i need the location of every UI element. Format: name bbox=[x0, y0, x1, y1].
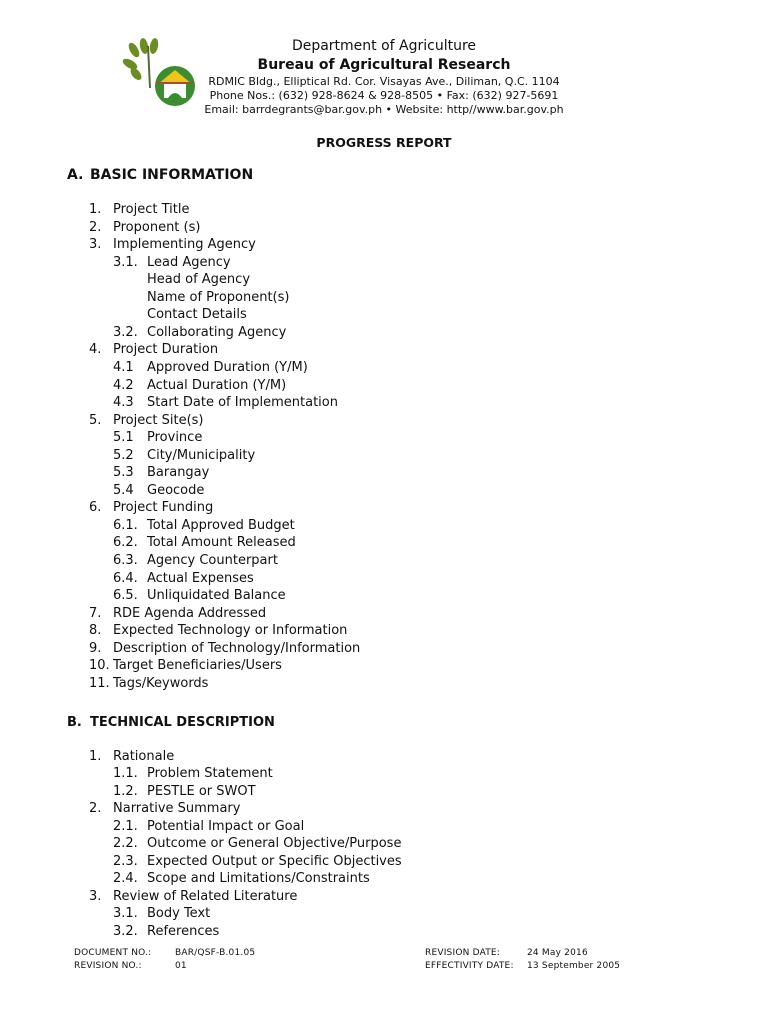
item-text: Unliquidated Balance bbox=[147, 588, 286, 604]
item-text: Project Funding bbox=[113, 500, 214, 516]
item-text: Lead Agency bbox=[147, 254, 231, 270]
item-text: Project Duration bbox=[113, 342, 219, 358]
item-number: 2. bbox=[89, 801, 102, 817]
section-a-title: BASIC INFORMATION bbox=[90, 167, 254, 183]
item-number: 2.4. bbox=[113, 871, 138, 887]
item-text: Actual Expenses bbox=[147, 570, 254, 586]
item-number: 5.1 bbox=[113, 430, 134, 446]
effectivity-date-label: EFFECTIVITY DATE: bbox=[425, 961, 514, 971]
item-text: Head of Agency bbox=[147, 272, 251, 288]
item-text: Start Date of Implementation bbox=[147, 395, 338, 411]
item-text: Review of Related Literature bbox=[113, 888, 298, 904]
item-number: 10. bbox=[89, 658, 110, 674]
item-text: Agency Counterpart bbox=[147, 553, 278, 568]
item-number: 9. bbox=[89, 640, 102, 656]
item-number: 2.2. bbox=[113, 836, 138, 852]
item-number: 3. bbox=[89, 237, 102, 253]
item-text: Target Beneficiaries/Users bbox=[113, 658, 282, 674]
document-title: PROGRESS REPORT bbox=[316, 135, 452, 150]
section-b-letter: B. bbox=[67, 715, 82, 730]
item-number: 2.1. bbox=[113, 818, 138, 834]
item-text: Name of Proponent(s) bbox=[147, 289, 290, 305]
item-text: RDE Agenda Addressed bbox=[113, 605, 267, 621]
item-text: PESTLE or SWOT bbox=[147, 783, 256, 799]
item-text: Approved Duration (Y/M) bbox=[147, 359, 308, 375]
effectivity-date-value: 13 September 2005 bbox=[527, 961, 621, 971]
item-text: Total Approved Budget bbox=[147, 517, 295, 533]
bureau-name: Bureau of Agricultural Research bbox=[257, 57, 511, 73]
item-number: 3.2. bbox=[113, 324, 138, 340]
item-text: Project Title bbox=[113, 202, 190, 217]
bureau-phone: Phone Nos.: (632) 928-8624 & 928-8505 • Fax: (632) 927-5691 bbox=[209, 89, 559, 102]
item-number: 2. bbox=[89, 219, 102, 235]
item-text: Actual Duration (Y/M) bbox=[147, 377, 287, 393]
item-number: 4.3 bbox=[113, 395, 134, 411]
item-number: 11. bbox=[89, 675, 110, 691]
item-text: Implementing Agency bbox=[113, 237, 256, 253]
item-text: Tags/Keywords bbox=[113, 675, 209, 691]
item-number: 6. bbox=[89, 500, 102, 516]
item-text: Geocode bbox=[147, 482, 205, 498]
item-text: Expected Technology or Information bbox=[113, 623, 348, 639]
item-text: Outcome or General Objective/Purpose bbox=[147, 836, 402, 852]
item-text: References bbox=[147, 923, 220, 939]
item-number: 4.2 bbox=[113, 377, 134, 393]
item-text: Contact Details bbox=[147, 307, 247, 323]
revision-no-value: 01 bbox=[175, 961, 187, 971]
item-text: Collaborating Agency bbox=[147, 324, 287, 340]
revision-no-label: REVISION NO.: bbox=[74, 961, 142, 971]
item-number: 3.1. bbox=[113, 906, 138, 922]
item-text: Narrative Summary bbox=[113, 801, 241, 817]
revision-date-label: REVISION DATE: bbox=[425, 948, 501, 958]
item-number: 1. bbox=[89, 202, 102, 217]
revision-date-value: 24 May 2016 bbox=[527, 948, 588, 958]
item-number: 5.3 bbox=[113, 465, 134, 481]
item-number: 5.4 bbox=[113, 482, 134, 498]
item-text: Potential Impact or Goal bbox=[147, 818, 305, 834]
item-number: 5. bbox=[89, 412, 102, 428]
item-number: 3.1. bbox=[113, 254, 138, 270]
item-text: Description of Technology/Information bbox=[113, 640, 361, 656]
item-text: Proponent (s) bbox=[113, 219, 201, 235]
item-number: 3.2. bbox=[113, 923, 138, 939]
section-b-heading bbox=[67, 715, 275, 730]
item-number: 4.1 bbox=[113, 359, 134, 375]
item-number: 3. bbox=[89, 888, 102, 904]
item-text: Problem Statement bbox=[147, 766, 273, 782]
document-no-value: BAR/QSF-B.01.05 bbox=[175, 948, 256, 958]
item-number: 1.1. bbox=[113, 766, 138, 782]
item-text: City/Municipality bbox=[147, 447, 256, 463]
item-number: 6.3. bbox=[113, 553, 138, 568]
item-text: Body Text bbox=[147, 906, 211, 922]
item-text: Rationale bbox=[113, 749, 175, 764]
bureau-email: Email: barrdegrants@bar.gov.ph • Website: http//www.bar.gov.ph bbox=[204, 103, 564, 116]
item-number: 8. bbox=[89, 623, 102, 639]
item-text: Barangay bbox=[147, 465, 210, 481]
item-text: Expected Output or Specific Objectives bbox=[147, 853, 402, 869]
department-name: Department of Agriculture bbox=[291, 38, 477, 54]
item-number: 2.3. bbox=[113, 853, 138, 869]
item-number: 1.2. bbox=[113, 783, 138, 799]
item-number: 6.4. bbox=[113, 570, 138, 586]
item-text: Total Amount Released bbox=[147, 535, 296, 551]
item-text: Scope and Limitations/Constraints bbox=[147, 871, 370, 887]
item-number: 6.1. bbox=[113, 517, 138, 533]
item-text: Province bbox=[147, 430, 203, 446]
item-number: 6.2. bbox=[113, 535, 138, 551]
item-number: 7. bbox=[89, 605, 102, 621]
item-number: 1. bbox=[89, 749, 102, 764]
item-text: Project Site(s) bbox=[113, 412, 204, 428]
document-no-label: DOCUMENT NO.: bbox=[74, 948, 152, 958]
bureau-address: RDMIC Bldg., Elliptical Rd. Cor. Visayas Ave., Diliman, Q.C. 1104 bbox=[208, 75, 560, 88]
section-a-heading bbox=[67, 167, 253, 183]
item-number: 5.2 bbox=[113, 447, 134, 463]
item-number: 6.5. bbox=[113, 588, 138, 604]
item-number: 4. bbox=[89, 342, 102, 358]
section-a-letter: A. bbox=[67, 167, 84, 183]
section-b-title: TECHNICAL DESCRIPTION bbox=[90, 715, 275, 730]
bar-logo-icon bbox=[120, 38, 200, 110]
